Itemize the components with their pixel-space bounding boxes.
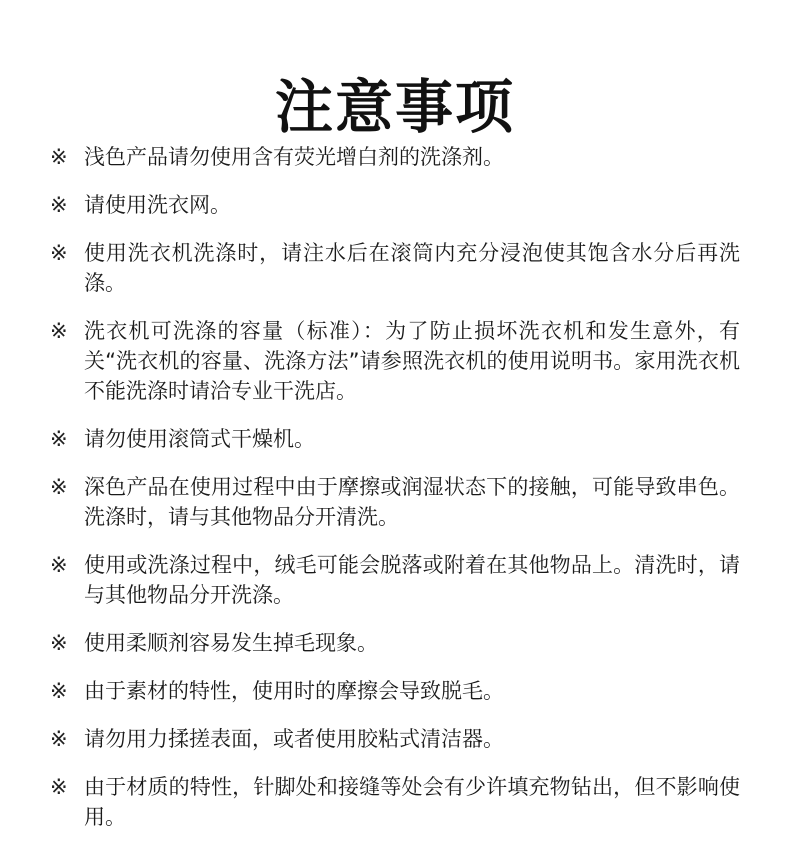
- reference-mark-icon: ※: [50, 319, 68, 343]
- list-item: [50, 550, 740, 610]
- reference-mark-icon: ※: [50, 679, 68, 703]
- notice-list: [50, 142, 740, 850]
- reference-mark-icon: ※: [50, 475, 68, 499]
- list-item: [50, 724, 740, 754]
- list-item: [50, 472, 740, 532]
- notice-text: 请使用洗衣网。: [84, 193, 231, 217]
- list-item: [50, 772, 740, 832]
- notice-text: 深色产品在使用过程中由于摩擦或润湿状态下的接触，可能导致串色。洗涤时，请与其他物品分开清洗。: [84, 475, 740, 529]
- list-item: [50, 628, 740, 658]
- list-item: [50, 142, 740, 172]
- notice-text: 由于素材的特性，使用时的摩擦会导致脱毛。: [84, 679, 504, 703]
- reference-mark-icon: ※: [50, 775, 68, 799]
- reference-mark-icon: ※: [50, 553, 68, 577]
- reference-mark-icon: ※: [50, 631, 68, 655]
- notice-text: 使用柔顺剂容易发生掉毛现象。: [84, 631, 378, 655]
- notice-text: 使用洗衣机洗涤时，请注水后在滚筒内充分浸泡使其饱含水分后再洗涤。: [84, 241, 740, 295]
- list-item: [50, 190, 740, 220]
- notice-text: 使用或洗涤过程中，绒毛可能会脱落或附着在其他物品上。清洗时，请与其他物品分开洗涤。: [84, 553, 740, 607]
- reference-mark-icon: ※: [50, 427, 68, 451]
- reference-mark-icon: ※: [50, 727, 68, 751]
- notice-text: 浅色产品请勿使用含有荧光增白剂的洗涤剂。: [84, 145, 504, 169]
- notice-text: 由于材质的特性，针脚处和接缝等处会有少许填充物钻出，但不影响使用。: [84, 775, 740, 829]
- notice-text: 请勿使用滚筒式干燥机。: [84, 427, 315, 451]
- list-item: [50, 238, 740, 298]
- list-item: [50, 316, 740, 406]
- reference-mark-icon: ※: [50, 241, 68, 265]
- notice-text: 请勿用力揉搓表面，或者使用胶粘式清洁器。: [84, 727, 504, 751]
- page-title: 注意事项: [274, 72, 515, 141]
- list-item: [50, 676, 740, 706]
- reference-mark-icon: ※: [50, 145, 68, 169]
- notice-text: 洗衣机可洗涤的容量（标准）：为了防止损坏洗衣机和发生意外，有关“洗衣机的容量、洗涤方法”请参照洗衣机的使用说明书。家用洗衣机不能洗涤时请洽专业干洗店。: [84, 319, 740, 403]
- reference-mark-icon: ※: [50, 193, 68, 217]
- list-item: [50, 424, 740, 454]
